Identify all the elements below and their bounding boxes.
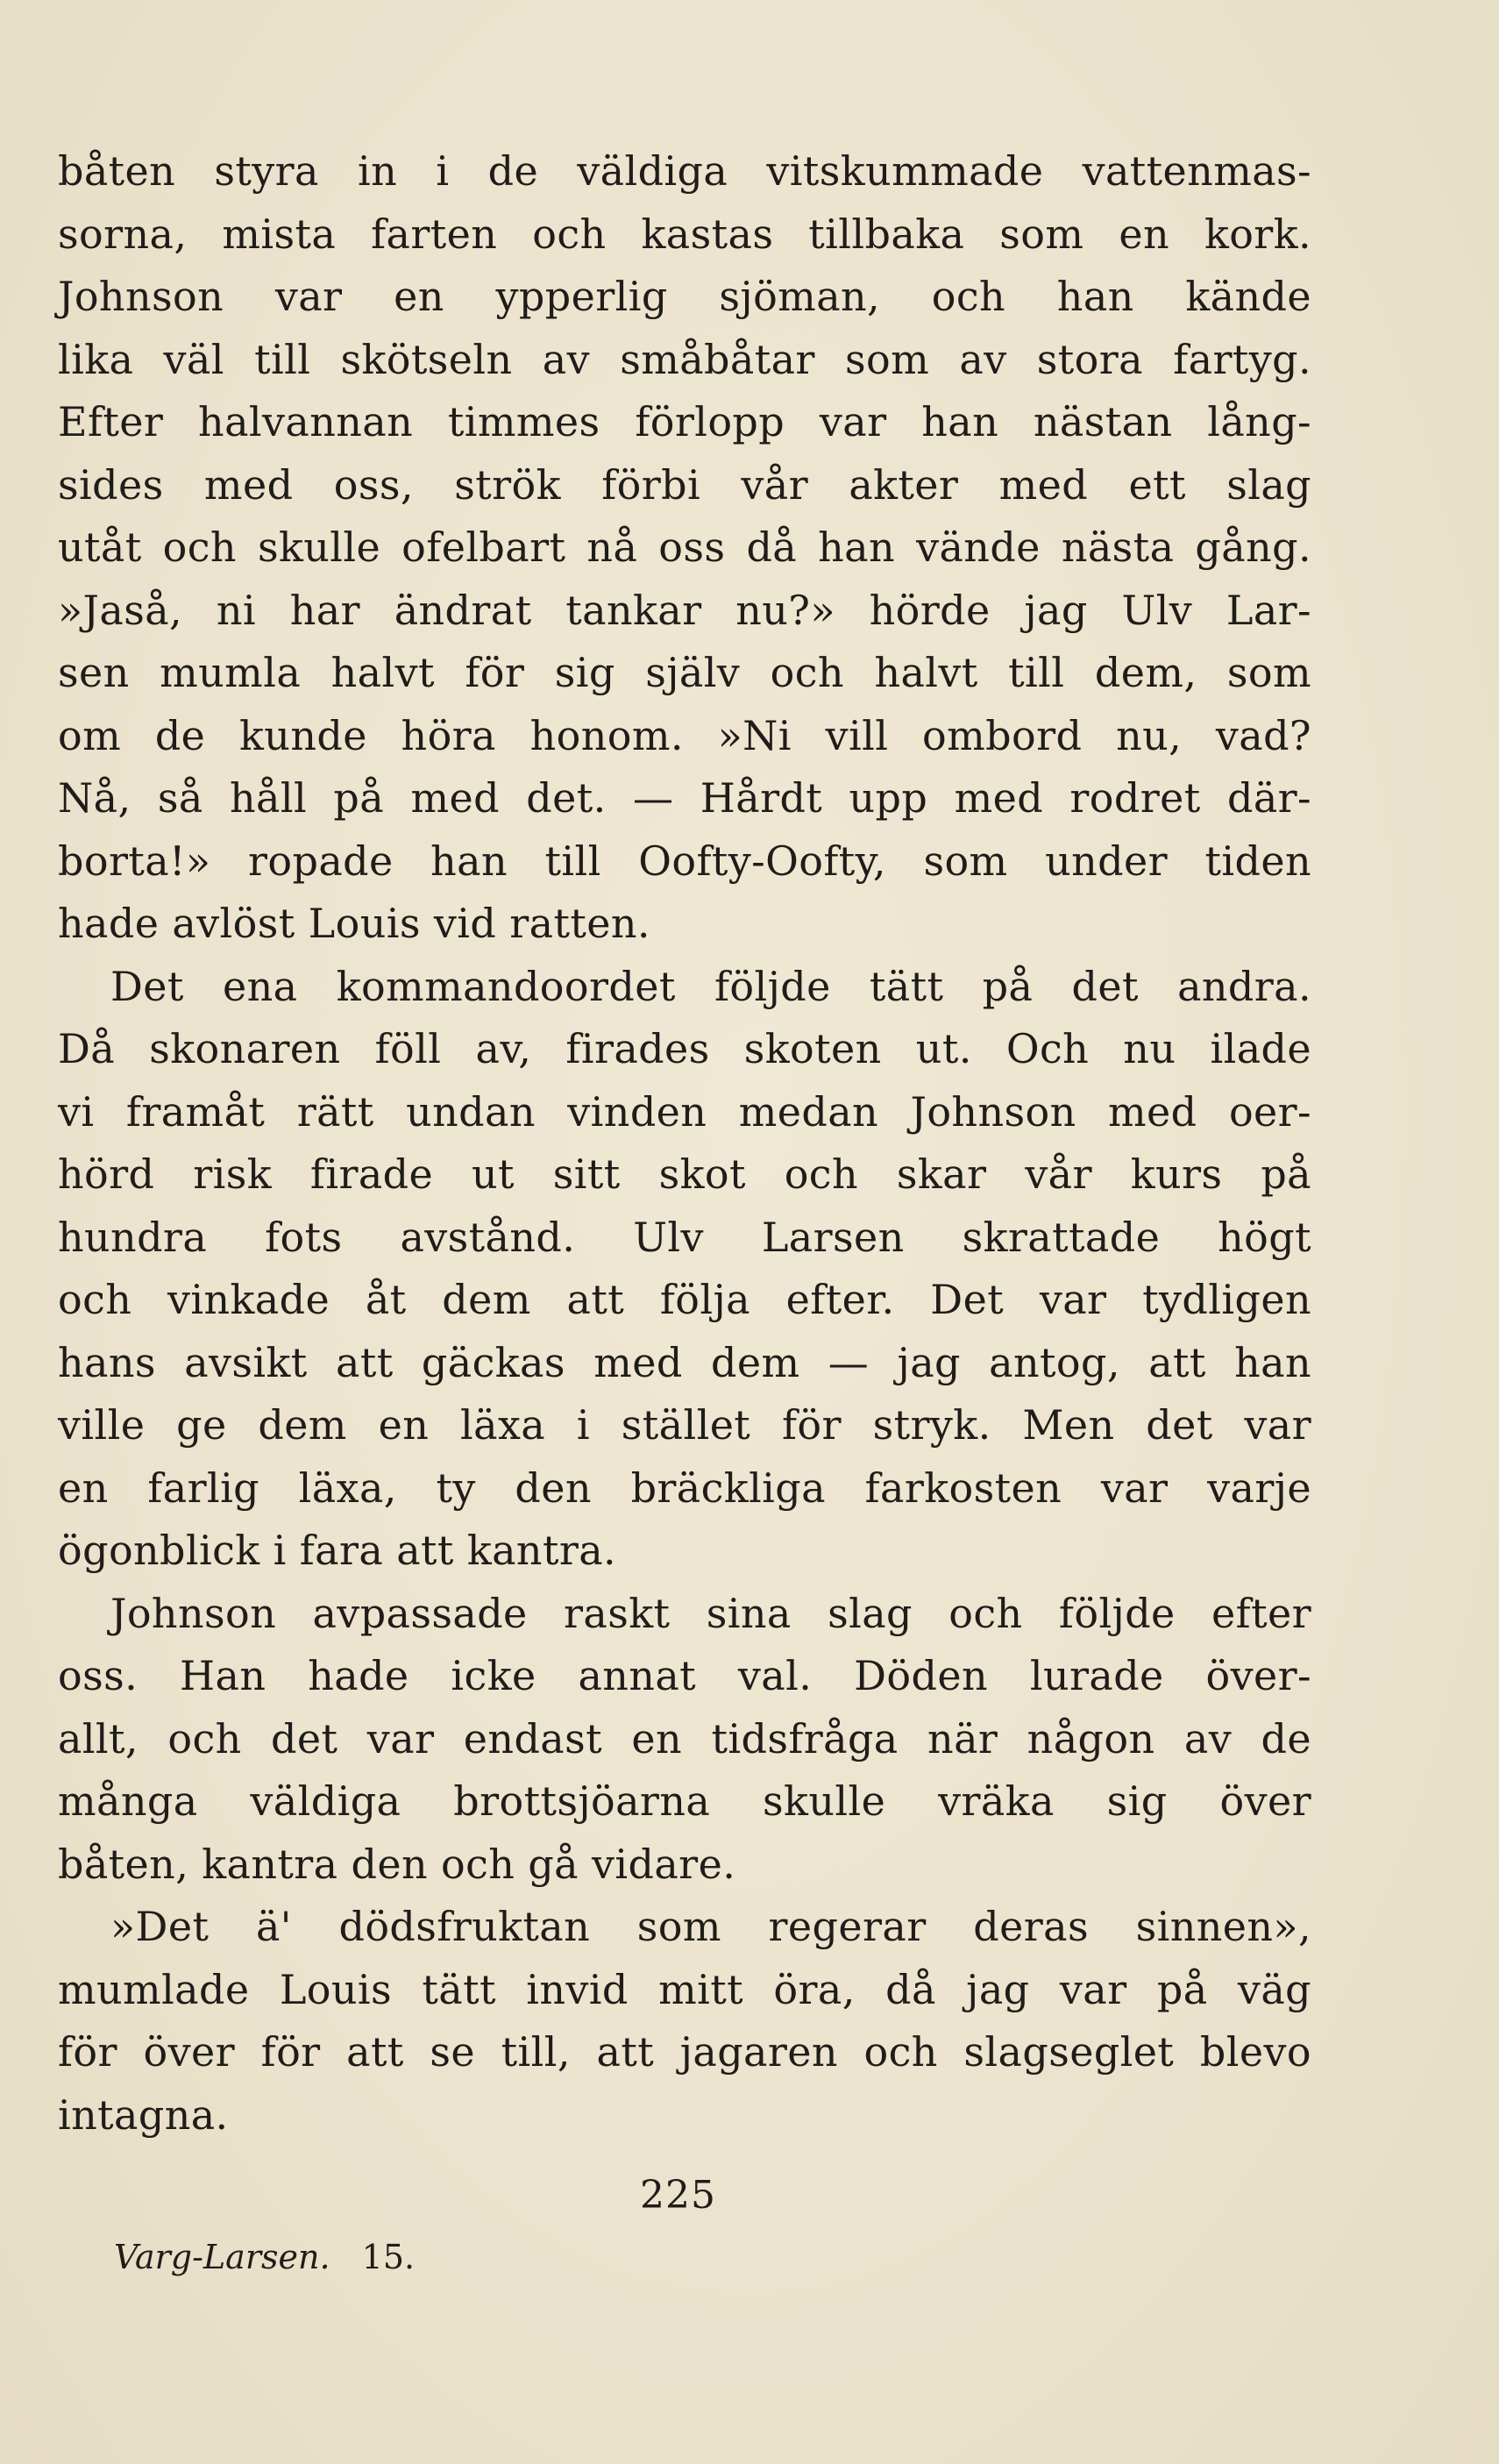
text-line-21: ville ge dem en läxa i stället för stryk. Men det var [58, 1401, 1311, 1449]
text-line-19: och vinkade åt dem att följa efter. Det var tydligen [58, 1276, 1311, 1323]
footer-signature-mark: 15. [361, 2238, 416, 2276]
text-line-11: Nå, så håll på med det. — Hårdt upp med rodret där- [58, 774, 1311, 822]
text-line-30: mumlade Louis tätt invid mitt öra, då jag var på väg [58, 1965, 1311, 2013]
text-line-8: »Jaså, ni har ändrat tankar nu?» hörde jag Ulv Lar- [58, 586, 1311, 634]
text-line-31: för över för att se till, att jagaren och slagseglet blevo [58, 2028, 1311, 2076]
text-line-15: Då skonaren föll av, firades skoten ut. Och nu ilade [58, 1025, 1311, 1072]
text-line-27: många väldiga brottsjöarna skulle vräka sig över [58, 1777, 1311, 1825]
text-line-25: oss. Han hade icke annat val. Döden lurade över- [58, 1652, 1311, 1699]
page-number: 225 [640, 2173, 716, 2218]
signature-footer [114, 2238, 415, 2276]
body-text [58, 140, 1311, 2147]
text-line-24: Johnson avpassade raskt sina slag och följde efter [110, 1589, 1311, 1637]
text-line-5: Efter halvannan timmes förlopp var han nästan lång- [58, 398, 1311, 445]
text-line-3: Johnson var en ypperlig sjöman, och han kände [58, 273, 1311, 320]
text-line-20: hans avsikt att gäckas med dem — jag antog, att han [58, 1338, 1311, 1386]
text-line-22: en farlig läxa, ty den bräckliga farkosten var varje [58, 1463, 1311, 1512]
text-line-2: sorna, mista farten och kastas tillbaka som en kork. [58, 210, 1311, 258]
text-line-18: hundra fots avstånd. Ulv Larsen skrattade högt [58, 1213, 1311, 1261]
text-line-6: sides med oss, strök förbi vår akter med ett slag [58, 460, 1311, 509]
text-line-13: hade avlöst Louis vid ratten. [58, 900, 650, 947]
text-line-10: om de kunde höra honom. »Ni vill ombord nu, vad? [58, 711, 1311, 759]
text-line-32: intagna. [58, 2090, 229, 2139]
text-line-28: båten, kantra den och gå vidare. [58, 1840, 736, 1888]
text-line-14: Det ena kommandoordet följde tätt på det andra. [110, 962, 1311, 1010]
text-line-12: borta!» ropade han till Oofty-Oofty, som under tiden [58, 837, 1311, 885]
text-line-23: ögonblick i fara att kantra. [58, 1527, 617, 1574]
text-line-16: vi framåt rätt undan vinden medan Johnson med oer- [58, 1087, 1311, 1136]
text-line-29: »Det ä' dödsfruktan som regerar deras sinnen», [110, 1903, 1311, 1950]
text-line-1: båten styra in i de väldiga vitskummade vattenmas- [58, 147, 1311, 195]
text-line-17: hörd risk firade ut sitt skot och skar vår kurs på [58, 1150, 1311, 1198]
text-line-4: lika väl till skötseln av småbåtar som av stora fartyg. [58, 335, 1311, 383]
footer-book-title: Varg-Larsen. [114, 2238, 330, 2276]
text-line-7: utåt och skulle ofelbart nå oss då han vände nästa gång. [58, 523, 1311, 571]
text-line-26: allt, och det var endast en tidsfråga när någon av de [58, 1714, 1311, 1763]
text-line-9: sen mumla halvt för sig själv och halvt till dem, som [58, 649, 1311, 696]
